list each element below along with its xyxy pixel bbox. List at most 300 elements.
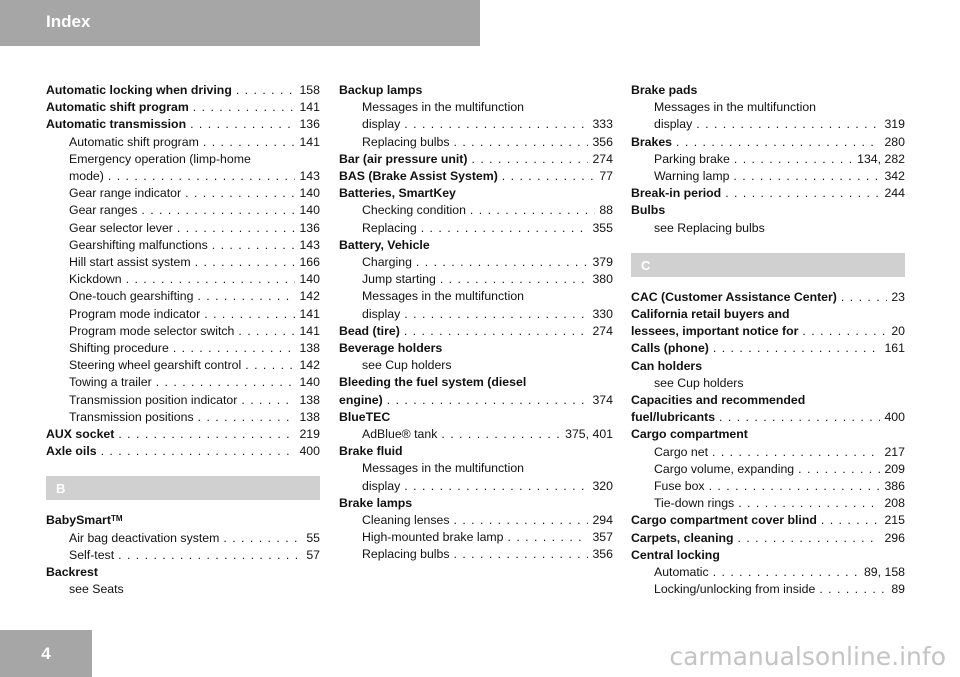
page-reference: 208 — [884, 496, 905, 511]
page-reference: 296 — [884, 530, 905, 545]
entry-text — [631, 409, 715, 426]
page-title: Index — [46, 12, 91, 31]
index-entry — [631, 358, 905, 375]
page-header — [0, 0, 480, 46]
entry-label: Jump starting — [362, 272, 436, 287]
index-subentry — [631, 495, 905, 512]
entry-text — [362, 512, 450, 529]
page-reference: 140 — [299, 375, 320, 390]
page-reference: 280 — [884, 134, 905, 149]
entry-text — [69, 547, 114, 564]
index-subentry — [339, 529, 613, 546]
dot-leader — [738, 530, 881, 547]
entry-label: Carpets, cleaning — [631, 530, 734, 545]
page-reference: 138 — [299, 341, 320, 356]
entry-text — [339, 444, 403, 458]
entry-text — [69, 254, 191, 271]
entry-label-tail: tank — [410, 427, 438, 442]
entry-text — [69, 409, 194, 426]
entry-text — [362, 358, 452, 372]
entry-label: Backup lamps — [339, 83, 423, 97]
dot-leader — [441, 426, 561, 443]
dot-leader — [404, 306, 588, 323]
entry-text — [654, 151, 730, 168]
page-reference: 20 — [891, 324, 905, 339]
page-reference: 141 — [299, 100, 320, 115]
page-reference: 88 — [599, 203, 613, 218]
index-subentry — [46, 392, 320, 409]
index-subentry — [339, 116, 613, 133]
entry-label: Axle oils — [46, 444, 97, 459]
entry-label: see Cup holders — [362, 358, 452, 373]
index-subentry — [46, 374, 320, 391]
entries-c — [631, 289, 905, 599]
entry-label: display — [654, 117, 693, 132]
entry-text — [654, 564, 709, 581]
entries-a — [46, 82, 320, 460]
dot-leader — [738, 495, 880, 512]
entry-text — [631, 530, 734, 547]
entry-text — [654, 461, 794, 478]
entry-text — [69, 288, 193, 305]
entry-text — [69, 392, 237, 409]
page-reference: 274 — [592, 323, 613, 338]
entry-text — [69, 220, 173, 237]
dot-leader — [421, 220, 589, 237]
dot-leader — [195, 254, 296, 271]
entry-label: see Replacing bulbs — [654, 220, 765, 235]
entry-label: Program mode selector switch — [69, 323, 235, 338]
entry-label: Shifting procedure — [69, 341, 169, 356]
entry-text — [631, 134, 672, 151]
entry-label: display — [362, 306, 401, 321]
dot-leader — [387, 392, 589, 409]
index-entry — [631, 512, 905, 529]
entry-text — [69, 168, 104, 185]
entry-text — [654, 581, 815, 598]
entry-label: engine) — [339, 392, 383, 407]
page-reference: 333 — [592, 117, 613, 132]
entry-label: see Seats — [69, 582, 124, 597]
index-subentry — [46, 288, 320, 305]
entry-label: Can holders — [631, 358, 703, 373]
entry-label: Brake lamps — [339, 495, 413, 510]
page-reference: 142 — [299, 289, 320, 304]
entry-label: Parking brake — [654, 151, 730, 166]
entry-text — [46, 513, 123, 527]
dot-leader — [719, 409, 880, 426]
entry-text — [46, 99, 189, 116]
index-entry — [631, 409, 905, 426]
entry-label: Replacing bulbs — [362, 134, 450, 149]
entry-label: Steering wheel gearshift control — [69, 358, 242, 373]
index-subentry — [46, 340, 320, 357]
dot-leader — [404, 323, 589, 340]
entry-label: Towing a trailer — [69, 375, 152, 390]
entry-label: fuel/lubricants — [631, 410, 716, 425]
entry-text — [339, 375, 526, 389]
index-subentry — [631, 444, 905, 461]
entry-text — [69, 271, 122, 288]
entry-text — [631, 359, 702, 373]
entry-label: Break-in period — [631, 186, 722, 201]
dot-leader — [193, 99, 296, 116]
index-entry — [46, 116, 320, 133]
entry-text — [339, 341, 442, 355]
page-reference: 141 — [299, 306, 320, 321]
entries-b — [46, 512, 320, 598]
entry-text — [362, 529, 504, 546]
entry-label: Brakes — [631, 134, 673, 149]
entry-text — [362, 100, 524, 114]
page-reference: 158 — [299, 83, 320, 97]
entry-text — [362, 254, 412, 271]
dot-leader — [156, 374, 296, 391]
section-header-b — [46, 476, 320, 500]
page-reference: 379 — [592, 255, 613, 270]
index-entry — [339, 392, 613, 409]
entry-label: mode) — [69, 169, 104, 184]
entry-text — [69, 202, 137, 219]
entry-label: CAC (Customer Assistance Center) — [631, 289, 837, 304]
entry-label: Bleeding the fuel system (diesel — [339, 375, 527, 390]
index-entry — [46, 443, 320, 460]
entry-label: One-touch gearshifting — [69, 289, 194, 304]
index-entry — [631, 82, 905, 99]
entry-text — [46, 82, 232, 99]
entry-text — [654, 444, 708, 461]
index-entry — [339, 168, 613, 185]
index-subentry — [339, 512, 613, 529]
dot-leader — [236, 82, 296, 99]
entry-label: Bulbs — [631, 203, 666, 218]
page-reference: 356 — [592, 547, 613, 562]
entry-label: lessees, important notice for — [631, 324, 799, 339]
index-subentry — [46, 306, 320, 323]
index-subentry — [339, 460, 613, 477]
entry-superscript: ® — [401, 427, 411, 442]
entry-label: Warning lamp — [654, 169, 730, 184]
page-reference: 215 — [884, 513, 905, 528]
entries-b-end — [631, 82, 905, 237]
index-subentry — [339, 426, 613, 443]
entry-label: display — [362, 117, 401, 132]
index-entry — [46, 426, 320, 443]
index-entry — [339, 374, 613, 391]
entry-text — [631, 427, 748, 441]
entry-text — [46, 565, 98, 579]
page-reference: 57 — [306, 547, 320, 562]
entry-label: Batteries, SmartKey — [339, 186, 456, 201]
entry-text — [631, 393, 805, 407]
entry-text — [654, 376, 744, 390]
index-entry — [46, 564, 320, 581]
entry-label: Automatic shift program — [69, 134, 199, 149]
index-subentry — [46, 185, 320, 202]
page-reference: 141 — [299, 323, 320, 338]
index-entry — [46, 512, 320, 529]
entry-label: display — [362, 478, 401, 493]
entry-label: Brake fluid — [339, 444, 403, 459]
index-subentry — [631, 151, 905, 168]
dot-leader — [733, 168, 880, 185]
entry-label: Gear range indicator — [69, 186, 182, 201]
entry-text — [69, 152, 251, 166]
dot-leader — [212, 237, 296, 254]
entry-label: Automatic locking when driving — [46, 83, 232, 97]
entry-text — [631, 185, 721, 202]
entry-label: Air bag deactivation system — [69, 530, 220, 545]
index-entry — [631, 340, 905, 357]
index-column-2 — [339, 82, 613, 564]
entry-text — [362, 134, 450, 151]
index-entry — [631, 392, 905, 409]
entry-text — [654, 478, 705, 495]
entry-label: Replacing bulbs — [362, 547, 450, 562]
index-subentry — [631, 99, 905, 116]
dot-leader — [821, 512, 881, 529]
index-entry — [631, 202, 905, 219]
page-reference: 274 — [592, 151, 613, 166]
dot-leader — [712, 444, 880, 461]
index-subentry — [631, 168, 905, 185]
entry-label: Messages in the multifunction — [362, 100, 524, 115]
entry-text — [362, 478, 400, 495]
index-subentry — [46, 409, 320, 426]
index-subentry — [46, 254, 320, 271]
index-entry — [339, 237, 613, 254]
entry-text — [362, 220, 417, 237]
index-subentry — [46, 581, 320, 598]
entry-label: Locking/unlocking from inside — [654, 582, 816, 597]
entry-text — [631, 512, 817, 529]
page-reference: 77 — [599, 169, 613, 184]
entry-text — [362, 426, 437, 443]
page-reference: 374 — [592, 392, 613, 407]
dot-leader — [108, 168, 296, 185]
page-reference: 89 — [891, 582, 905, 597]
entry-label: Hill start assist system — [69, 255, 191, 270]
entry-label: Messages in the multifunction — [362, 461, 524, 476]
dot-leader — [508, 529, 589, 546]
entry-label: Cargo compartment — [631, 427, 748, 442]
entries-b-continued — [339, 82, 613, 564]
entry-label: High-mounted brake lamp — [362, 530, 504, 545]
dot-leader — [454, 546, 589, 563]
entry-text — [339, 238, 430, 252]
entry-label: Capacities and recommended — [631, 393, 806, 408]
entry-label: California retail buyers and — [631, 307, 790, 322]
dot-leader — [676, 134, 880, 151]
entry-text — [339, 496, 412, 510]
entry-text — [69, 306, 200, 323]
index-subentry — [46, 323, 320, 340]
entry-text — [46, 443, 97, 460]
entry-label: Kickdown — [69, 272, 122, 287]
dot-leader — [440, 271, 589, 288]
entry-text — [46, 116, 186, 133]
index-entry — [339, 323, 613, 340]
entry-text — [69, 530, 219, 547]
entry-label: Cargo volume, expanding — [654, 461, 795, 476]
entry-text — [631, 203, 665, 217]
index-subentry — [631, 581, 905, 598]
index-subentry — [46, 237, 320, 254]
entry-text — [362, 116, 400, 133]
entry-text — [339, 168, 498, 185]
index-subentry — [631, 375, 905, 392]
page-reference: 138 — [299, 409, 320, 424]
page-reference: 375, 401 — [565, 427, 613, 442]
entry-label: Gearshifting malfunctions — [69, 237, 208, 252]
index-subentry — [339, 271, 613, 288]
entry-text — [654, 100, 816, 114]
entry-label: AUX socket — [46, 427, 115, 442]
entry-label: Fuse box — [654, 479, 705, 494]
dot-leader — [725, 185, 880, 202]
entry-text — [631, 289, 837, 306]
section-letter-c: C — [641, 257, 651, 273]
entry-text — [69, 357, 241, 374]
entry-text — [69, 237, 208, 254]
page-reference: 134, 282 — [857, 151, 905, 166]
dot-leader — [470, 202, 595, 219]
entry-superscript: TM — [110, 514, 123, 524]
page-reference: 357 — [592, 530, 613, 545]
entry-text — [339, 83, 422, 97]
entry-text — [69, 582, 124, 596]
dot-leader — [177, 220, 296, 237]
page-reference: 138 — [299, 392, 320, 407]
index-entry — [631, 134, 905, 151]
index-entry — [339, 409, 613, 426]
index-subentry — [339, 202, 613, 219]
index-entry — [339, 185, 613, 202]
index-column-3 — [631, 82, 905, 598]
dot-leader — [204, 306, 295, 323]
entry-label: Central locking — [631, 547, 720, 562]
dot-leader — [502, 168, 596, 185]
page-reference: 55 — [306, 530, 320, 545]
dot-leader — [101, 443, 296, 460]
page-reference: 140 — [299, 272, 320, 287]
entry-label: Transmission position indicator — [69, 392, 238, 407]
entry-text — [654, 221, 765, 235]
entry-text — [631, 548, 720, 562]
index-subentry — [46, 134, 320, 151]
entry-label: see Cup holders — [654, 375, 744, 390]
page-reference: 400 — [884, 410, 905, 425]
page-reference: 330 — [592, 306, 613, 321]
entry-text — [69, 134, 199, 151]
entry-text — [654, 168, 729, 185]
dot-leader — [141, 202, 295, 219]
page-reference: 319 — [884, 117, 905, 132]
dot-leader — [185, 185, 295, 202]
index-entry — [339, 82, 613, 99]
index-subentry — [631, 116, 905, 133]
page-reference: 136 — [299, 117, 320, 132]
watermark: carmanualsonline.info — [669, 642, 946, 671]
index-subentry — [631, 564, 905, 581]
index-subentry — [46, 151, 320, 168]
entry-label: Messages in the multifunction — [362, 289, 524, 304]
entry-label: Replacing — [362, 220, 417, 235]
index-subentry — [339, 306, 613, 323]
entry-label: Cargo compartment cover blind — [631, 513, 817, 528]
page-reference: 161 — [884, 341, 905, 356]
page-reference: 136 — [299, 220, 320, 235]
page-reference: 140 — [299, 203, 320, 218]
index-subentry — [46, 547, 320, 564]
index-subentry — [46, 202, 320, 219]
dot-leader — [173, 340, 296, 357]
entry-text — [69, 374, 152, 391]
dot-leader — [819, 581, 887, 598]
index-entry — [339, 495, 613, 512]
index-entry — [631, 530, 905, 547]
entry-label: Transmission positions — [69, 409, 194, 424]
dot-leader — [713, 340, 881, 357]
entry-label: BAS (Brake Assist System) — [339, 169, 498, 184]
entry-text — [362, 461, 524, 475]
index-entry — [46, 99, 320, 116]
page-reference: 355 — [592, 220, 613, 235]
dot-leader — [190, 116, 295, 133]
entry-label: Cleaning lenses — [362, 513, 450, 528]
entry-label: Automatic transmission — [46, 117, 187, 132]
dot-leader — [245, 357, 295, 374]
entry-label: Battery, Vehicle — [339, 237, 430, 252]
index-subentry — [631, 478, 905, 495]
entry-label: Tie-down rings — [654, 496, 735, 511]
dot-leader — [126, 271, 296, 288]
entry-label: Bar (air pressure unit) — [339, 151, 468, 166]
section-letter-b: B — [56, 481, 66, 497]
entry-label: BlueTEC — [339, 409, 391, 424]
page-reference: 386 — [884, 479, 905, 494]
entry-text — [362, 202, 466, 219]
dot-leader — [798, 461, 880, 478]
page-reference: 141 — [299, 134, 320, 149]
dot-leader — [118, 426, 295, 443]
entry-text — [339, 410, 390, 424]
entry-label: Calls (phone) — [631, 341, 709, 356]
dot-leader — [404, 478, 588, 495]
dot-leader — [709, 478, 881, 495]
index-subentry — [631, 220, 905, 237]
entry-text — [631, 340, 709, 357]
entry-label: BabySmart — [46, 513, 111, 528]
page-reference: 140 — [299, 186, 320, 201]
index-subentry — [46, 357, 320, 374]
dot-leader — [471, 151, 588, 168]
dot-leader — [197, 288, 295, 305]
index-subentry — [339, 99, 613, 116]
dot-leader — [203, 134, 296, 151]
index-subentry — [339, 357, 613, 374]
index-entry — [631, 547, 905, 564]
entry-text — [339, 151, 467, 168]
entry-label: Backrest — [46, 565, 98, 580]
section-header-c — [631, 253, 905, 277]
index-subentry — [46, 530, 320, 547]
index-subentry — [46, 168, 320, 185]
dot-leader — [223, 530, 302, 547]
dot-leader — [118, 547, 302, 564]
index-entry — [631, 323, 905, 340]
entry-label: Checking condition — [362, 203, 466, 218]
